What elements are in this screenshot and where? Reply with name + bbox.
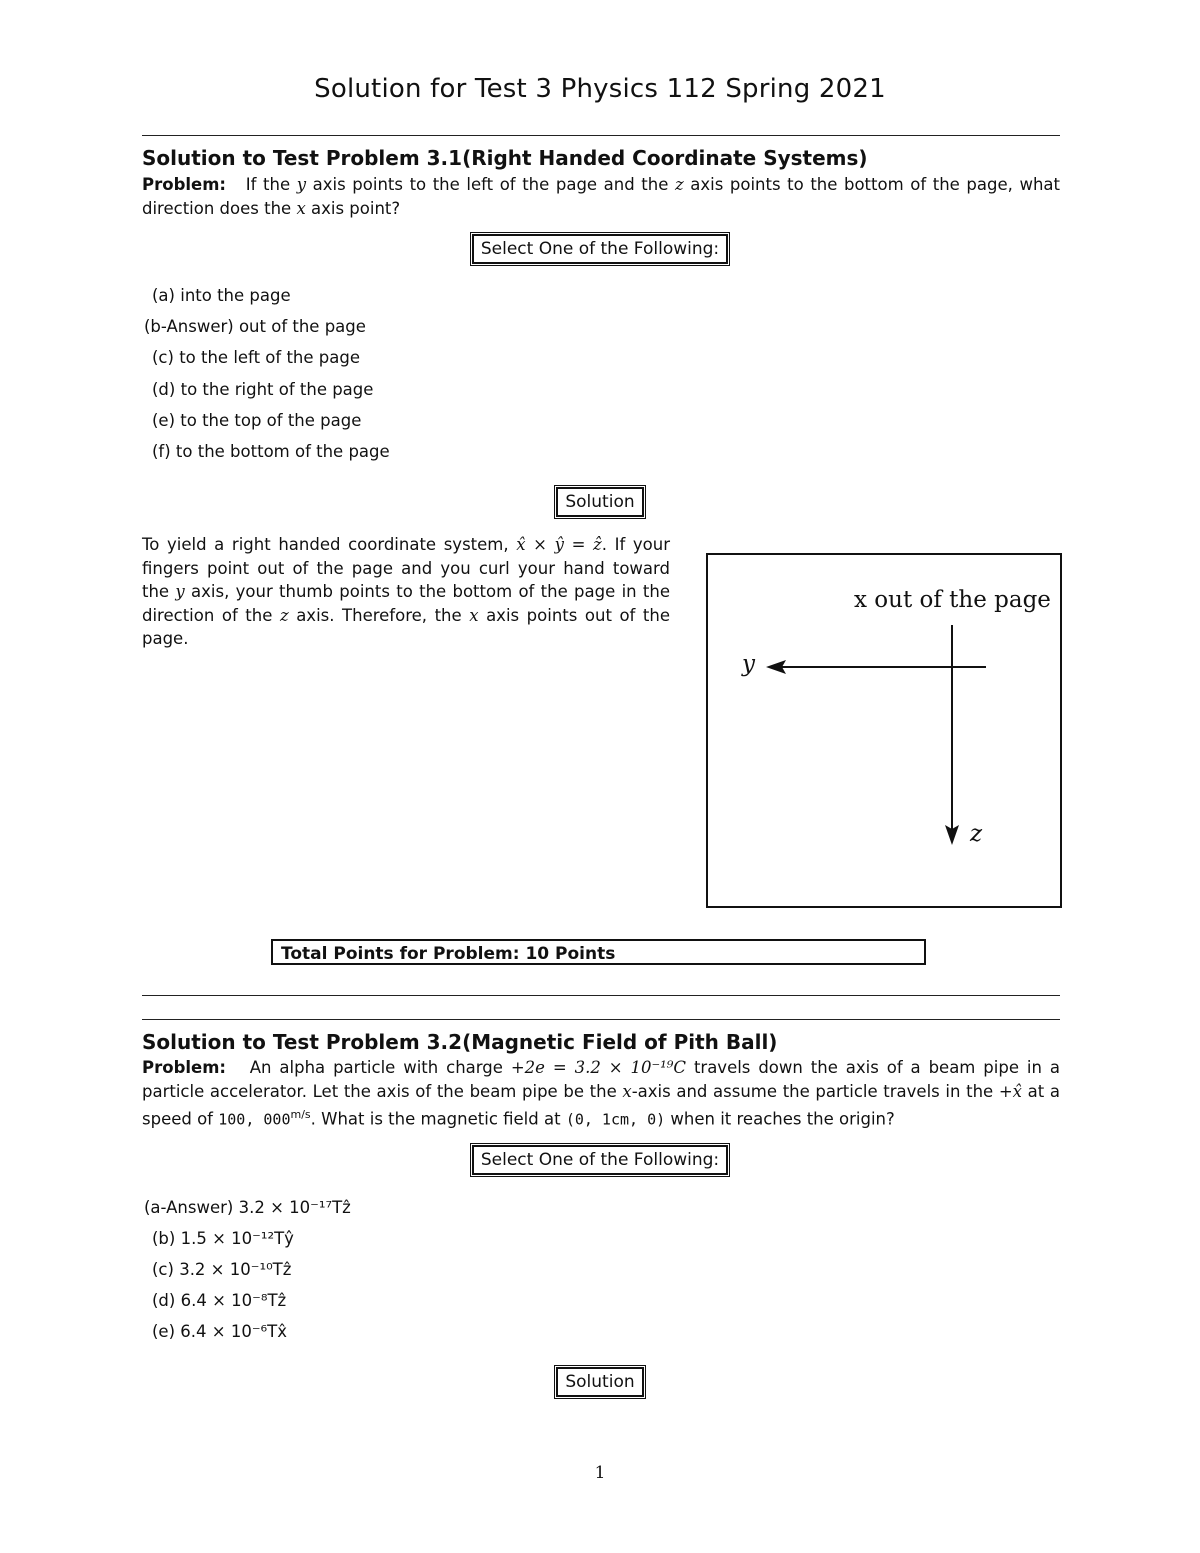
- var-x: x: [622, 1081, 632, 1101]
- page-title: Solution for Test 3 Physics 112 Spring 2021: [314, 74, 886, 104]
- problem-text: An alpha particle with charge: [249, 1058, 511, 1077]
- problem-text: -axis and assume the particle travels in the: [631, 1081, 999, 1101]
- choice-c: (c) to the left of the page: [152, 348, 360, 367]
- direction-math: +x̂: [998, 1081, 1022, 1101]
- choice-e: (e) to the top of the page: [152, 411, 362, 430]
- problem1-statement: [142, 173, 1060, 220]
- axes-drawing: [708, 555, 1060, 906]
- problem2-heading: Solution to Test Problem 3.2(Magnetic Field of Pith Ball): [142, 1030, 778, 1054]
- choice-d: (d) to the right of the page: [152, 380, 374, 399]
- select-label-box: Select One of the Following:: [472, 234, 728, 264]
- choice-b: (b) 1.5 × 10⁻¹²Tŷ: [152, 1229, 294, 1248]
- var-z: z: [674, 175, 684, 194]
- select-label-box: Select One of the Following:: [472, 1145, 728, 1175]
- solution-text: axis, your thumb points to the bottom of the page in the direction of the: [142, 582, 670, 625]
- problem-text: axis point?: [305, 198, 401, 218]
- problem-text: at a speed of: [142, 1081, 1060, 1129]
- problem-text: . What is the magnetic field at: [310, 1109, 566, 1129]
- problem-text: travels down the axis of a beam pipe in a particle accelerator. Let the axis of the beam pipe be the: [142, 1058, 1060, 1101]
- solution-label-box: Solution: [556, 1367, 643, 1397]
- page-number: 1: [594, 1463, 606, 1483]
- problem-text: If the: [245, 175, 297, 194]
- speed-math: 100, 000: [218, 1110, 291, 1129]
- solution-text: . If your fingers point out of the page and you curl your hand toward the: [142, 535, 670, 601]
- solution-text: axis points out of the page.: [142, 605, 670, 648]
- point-math: (0, 1cm, 0): [565, 1110, 666, 1129]
- problem1-solution-text: [142, 533, 670, 651]
- choice-c: (c) 3.2 × 10⁻¹⁰Tẑ: [152, 1260, 292, 1279]
- z-axis-label: z: [970, 821, 983, 847]
- problem2-statement: [142, 1056, 1060, 1132]
- choice-f: (f) to the bottom of the page: [152, 442, 390, 461]
- choice-a: (a) into the page: [152, 286, 291, 305]
- choice-e: (e) 6.4 × 10⁻⁶Tx̂: [152, 1322, 287, 1341]
- cross-product-math: x̂ × ŷ = ẑ: [516, 535, 602, 554]
- var-z: z: [279, 605, 289, 625]
- solution-text: axis. Therefore, the: [288, 605, 470, 625]
- choice-a-answer: (a-Answer) 3.2 × 10⁻¹⁷Tẑ: [144, 1198, 351, 1217]
- solution-text: To yield a right handed coordinate system,: [142, 535, 517, 554]
- choice-d: (d) 6.4 × 10⁻⁸Tẑ: [152, 1291, 287, 1310]
- divider: [142, 995, 1060, 996]
- y-axis-label: y: [742, 651, 755, 677]
- var-y: y: [296, 175, 307, 194]
- problem1-heading: Solution to Test Problem 3.1(Right Handed Coordinate Systems): [142, 146, 868, 170]
- var-x: x: [469, 605, 479, 625]
- problem-label: Problem:: [142, 175, 227, 194]
- speed-unit: m/s: [290, 1108, 311, 1121]
- problem-text: when it reaches the origin?: [665, 1109, 895, 1129]
- divider: [142, 1019, 1060, 1020]
- charge-math: +2e = 3.2 × 10⁻¹⁹C: [510, 1058, 687, 1077]
- total-points-box: Total Points for Problem: 10 Points: [271, 939, 926, 965]
- var-y: y: [175, 582, 185, 601]
- divider: [142, 135, 1060, 136]
- problem-text: axis points to the left of the page and the: [306, 175, 675, 194]
- var-x: x: [296, 198, 306, 218]
- x-axis-label: x out of the page: [854, 587, 1051, 613]
- solution-label-box: Solution: [556, 487, 643, 517]
- coordinate-figure: [706, 553, 1062, 908]
- problem-text: axis points to the bottom of the page, what direction does the: [142, 175, 1060, 218]
- problem-label: Problem:: [142, 1058, 227, 1077]
- choice-b-answer: (b-Answer) out of the page: [144, 317, 366, 336]
